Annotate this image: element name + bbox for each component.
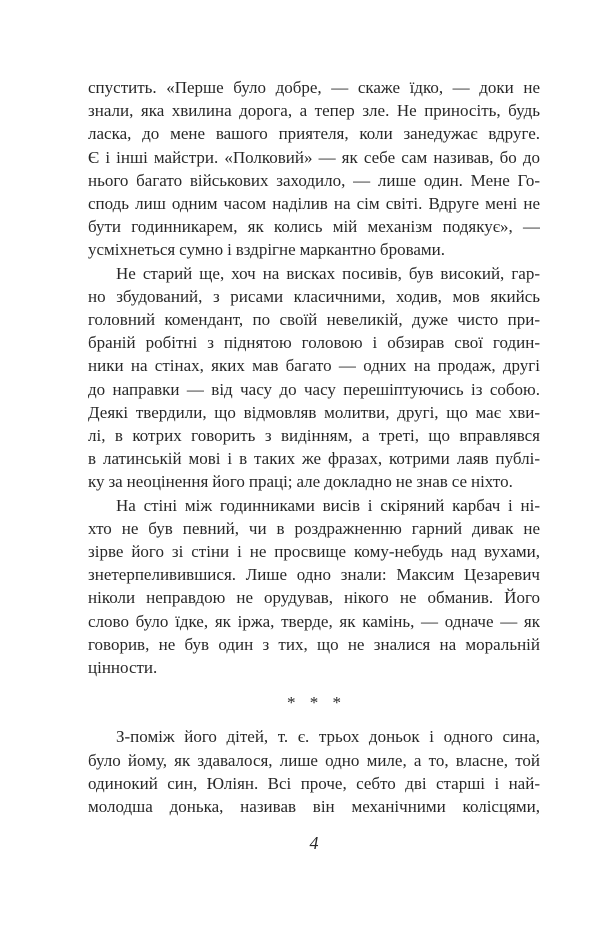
text-line: усміхнеться сумно і вздрігне маркантно бровами. [88,240,446,260]
page-text [88,76,540,818]
page-number: 4 [309,833,319,853]
text-line: Деякі твердили, що відмовляв молитви, другі, що має хви- [88,402,540,422]
text-line: но збудований, з рисами класичними, ходив, мов якийсь [88,286,540,306]
text-line: ласка, до мене вашого приятеля, коли занедужає вдруге. [88,124,540,144]
text-line: бути годинникарем, як колись мій механізм подякує», — [88,217,540,237]
text-line: слово було їдке, як іржа, тверде, як камінь, — одначе — як [88,611,540,631]
text-line: З-поміж його дітей, т. є. трьох доньок і одного сина, [116,727,540,747]
text-line: цінности. [88,658,158,678]
text-line: говорив, не був один з тих, що не зналися на моральній [88,634,540,654]
text-line: Є і інші майстри. «Полковий» — як себе сам називав, бо до [88,147,540,167]
text-line: зірве його зі стіни і не просвище кому-небудь над вухами, [88,542,540,562]
text-line: лі, в котрих говорить з видінням, а треті, що вправлявся [88,426,540,446]
text-line: ники на стінах, яких мав багато — одних на продаж, другі [88,356,540,376]
text-line: браній робітні з піднятою головою і обзирав свої годин- [88,333,540,353]
text-line: знали, яка хвилина дорога, а тепер зле. Не приносіть, будь [88,101,540,121]
text-line: сподь лиш одним часом наділив на сім світі. Вдруге мені не [88,194,540,214]
text-line: молодша донька, називав він механічними колісцями, [88,797,540,817]
section-separator: * * * [287,693,346,713]
text-line: головний комендант, по своїй невеликій, дуже чисто при- [88,310,540,330]
text-line: На стіні між годинниками висів і скіряний карбач і ні- [116,495,540,515]
text-line: ніколи неправдою не орудував, нікого не обманив. Його [88,588,540,608]
text-line: спустить. «Перше було добре, — скаже їдко, — доки не [88,78,540,97]
text-line: Не старий ще, хоч на висках посивів, був високий, гар- [116,263,540,283]
text-line: в латинській мові і в таких же фразах, котрими лаяв публі- [88,449,540,469]
text-line: ку за неоцінення його праці; але докладно не знав се ніхто. [88,472,513,492]
text-line: до направки — від часу до часу перешіптуючись із собою. [88,379,540,399]
text-line: знетерпеливившися. Лише одно знали: Максим Цезаревич [88,565,540,585]
text-line: було йому, як здавалося, лише одно миле, а то, власне, той [88,750,540,770]
text-line: хто не був певний, чи в роздражненню гарний дивак не [88,518,540,538]
text-line: одинокий син, Юліян. Всі проче, себто дві старші і най- [88,773,540,793]
text-line: нього багато військових заходило, — лише один. Мене Го- [88,170,540,190]
